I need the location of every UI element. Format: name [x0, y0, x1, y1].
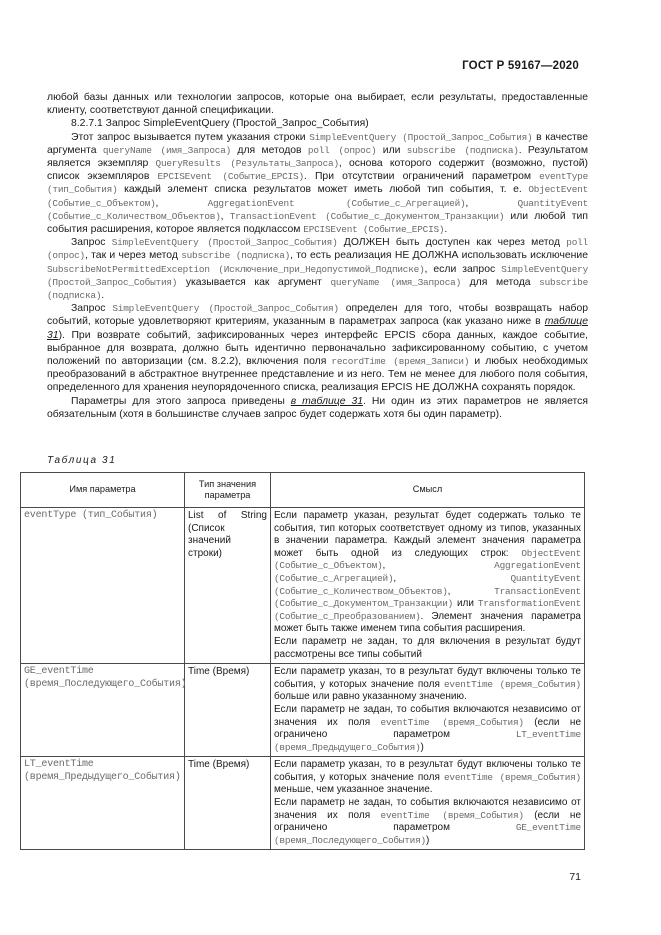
text-run: Если параметр не задан, то для включения в результат будут рассмотрены все типы событий	[274, 635, 581, 660]
code-term: poll (опрос)	[307, 144, 377, 156]
code-term: eventTime (время_События)	[380, 716, 524, 728]
text-run: определен для того, чтобы возвращать набор событий, которые удовлетворяют критериям, указанным в параметрах запроса (как указано ниже в	[47, 303, 589, 328]
text-run: , основа которого содержит (возможно, пустой) список экземпляров	[47, 158, 588, 183]
text-run: ,	[220, 210, 230, 222]
code-term: eventType (тип_События)	[47, 171, 589, 196]
table-header-row	[21, 473, 585, 508]
paragraph-continuation: любой базы данных или технологии запросов, которые она выбирает, если результаты, предоставленные клиенту, соответствуют данной спецификации.	[47, 92, 588, 117]
code-term: subscribe (подписка)	[181, 250, 291, 262]
param-type-cell: Time (Время)	[185, 757, 271, 850]
code-term: SubscribeNotPermittedException (Исключение_при_Недопустимой_Подписке)	[47, 263, 425, 275]
text-run: в качестве аргумента	[47, 131, 588, 156]
text-run: , то есть реализация НЕ ДОЛЖНА использовать исключение	[290, 250, 588, 262]
code-term: QueryResults (Результаты_Запроса)	[155, 158, 339, 170]
param-name-cell: LT_eventTime (время_Предыдущего_События)	[21, 757, 185, 850]
code-term: SimpleEventQuery (Простой_Запрос_События)	[47, 263, 589, 288]
text-run: . При отсутствии ограничений параметром	[303, 171, 540, 183]
text-run: каждый элемент списка результатов может иметь любой тип события, т. е.	[117, 184, 529, 196]
param-name-cell: GE_eventTime (время_Последующего_События)	[21, 664, 185, 757]
code-term: QuantityEvent (Событие_с_Количеством_Объектов)	[274, 572, 581, 597]
table-reference-link: в таблице 31	[290, 395, 364, 407]
text-run: .	[444, 224, 448, 236]
header-meaning: Смысл	[271, 473, 585, 508]
text-run: , если запрос	[424, 263, 502, 275]
body-text	[47, 91, 588, 421]
param-meaning-cell	[271, 664, 585, 757]
code-term: ObjectEvent (Событие_с_Объектом)	[274, 547, 581, 572]
code-term: SimpleEventQuery (Простой_Запрос_События)	[309, 131, 533, 143]
table-caption: Таблица 31	[47, 455, 117, 466]
code-term: TransformationEvent (Событие_с_Преобразованием)	[274, 598, 581, 622]
text-run: Если параметр не задан, то события включаются независимо от значения их поля	[274, 797, 581, 821]
text-run: Этот запрос вызывается путем указания строки	[71, 131, 310, 143]
header-parameter-name: Имя параметра	[21, 473, 185, 508]
text-run: . Ни один из этих параметров не является обязательным (хотя в большинстве случаев запрос будет содержать хотя бы один параметр).	[47, 395, 588, 420]
page-number: 71	[569, 871, 581, 883]
text-run: Если параметр указан, то в результат будут включены только те события, у которых значение поля	[274, 666, 581, 690]
code-term: poll (опрос)	[47, 237, 588, 262]
code-term: LT_eventTime (время_Предыдущего_События)	[274, 729, 581, 753]
section-heading: 8.2.7.1 Запрос SimpleEventQuery (Простой_Запрос_События)	[71, 118, 369, 130]
text-run: . Результатом является экземпляр	[47, 144, 588, 170]
text-run: и любых необходимых преобразований в абстрактное внутреннее представление и из него. Тем не менее для любого поля события, определенного для хранения неупорядоченного списка, реализация EPCIS НЕ ДОЛЖНА сохранять порядок.	[47, 356, 588, 394]
paragraph-query-invocation	[47, 131, 588, 237]
text-run: (если не ограничено параметром	[274, 809, 582, 834]
code-term: subscribe (подписка)	[406, 144, 519, 156]
code-term: eventTime (время_События)	[444, 771, 581, 783]
code-term: subscribe (подписка)	[47, 276, 589, 302]
text-run: или любой тип события расширения, которое является подклассом	[47, 210, 588, 236]
param-meaning-cell	[271, 757, 585, 850]
code-term: SimpleEventQuery (Простой_Запрос_События)	[112, 303, 339, 315]
code-term: AggregationEvent (Событие_с_Агрегацией)	[274, 560, 581, 584]
text-run: Если параметр указан, то в результат будут включены только те события, у которых значение поля	[274, 759, 581, 783]
code-term: recordTime (время_Записи)	[331, 356, 470, 368]
text-run: Запрос	[71, 303, 113, 315]
param-name-cell: eventType (тип_События)	[21, 508, 185, 664]
table-row	[21, 757, 585, 850]
text-run: ,	[382, 560, 495, 572]
table-reference-link: таблице 31	[47, 316, 588, 341]
text-run: указывается как аргумент	[177, 276, 331, 288]
paragraph-query-definition	[47, 302, 588, 394]
paragraph-parameters	[47, 395, 588, 421]
code-term: EPCISEvent (Событие_EPCIS)	[157, 171, 304, 183]
param-type-cell: List of String (Список значений строки)	[185, 508, 271, 664]
param-type-cell: Time (Время)	[185, 664, 271, 757]
text-run: ). При возврате событий, зафиксированных через интерфейс EPCIS сбора данных, каждое событие, выбранное для возврата, должно быть идентично первоначально зафиксированному событию, с учетом положений по авторизации (см. 8.2.2), включения поля	[47, 329, 588, 368]
text-run: )	[420, 741, 424, 753]
code-term: TransactionEvent (Событие_с_Документом_Транзакции)	[274, 585, 581, 610]
text-run: .	[101, 290, 105, 302]
text-run: или	[453, 598, 478, 610]
text-run: для метода	[461, 276, 540, 288]
text-run: ,	[155, 197, 208, 209]
code-term: TransactionEvent (Событие_с_Документом_Транзакции)	[229, 210, 505, 222]
text-run: )	[425, 834, 430, 846]
text-run: , так и через метод	[84, 250, 182, 262]
paragraph-poll-subscribe	[47, 236, 588, 302]
text-run: ,	[393, 572, 511, 584]
text-run: меньше, чем указанное значение.	[274, 784, 433, 796]
text-run: . Элемент значения параметра может быть также именем типа события расширения.	[274, 610, 581, 635]
text-run: ,	[465, 197, 518, 209]
code-term: queryName (имя_Запроса)	[330, 276, 462, 288]
text-run: для методов	[231, 144, 308, 156]
text-run: Если параметр указан, результат будет содержать только те события, тип которых соответствует одному из типов, указанных в значении параметра. Каждый элемент значения параметра может быть одной из следующих строк:	[274, 510, 581, 559]
text-run: ДОЛЖЕН быть доступен как через метод	[337, 237, 567, 249]
param-meaning-cell	[271, 508, 585, 664]
code-term: eventTime (время_События)	[380, 809, 524, 821]
text-run: Запрос	[71, 237, 112, 249]
code-term: AggregationEvent (Событие_с_Агрегацией)	[207, 197, 466, 209]
code-term: QuantityEvent (Событие_с_Количеством_Объектов)	[47, 197, 588, 222]
code-term: queryName (имя_Запроса)	[102, 144, 232, 156]
text-run: Если параметр не задан, то события включаются независимо от значения их поля	[274, 703, 581, 728]
code-term: SimpleEventQuery (Простой_Запрос_События)	[111, 237, 338, 249]
text-run: Параметры для этого запроса приведены	[71, 395, 291, 407]
text-run: ,	[447, 585, 495, 597]
parameters-table	[20, 472, 585, 850]
header-parameter-type: Тип значения параметра	[185, 473, 271, 508]
code-term: GE_eventTime (время_Последующего_События)	[274, 822, 581, 846]
standard-number: ГОСТ Р 59167—2020	[462, 60, 579, 72]
text-run: больше или равно указанному значению.	[274, 691, 467, 703]
code-term: ObjectEvent (Событие_с_Объектом)	[47, 184, 588, 209]
text-run: (если не ограничено параметром	[274, 716, 582, 741]
table-row	[21, 664, 585, 757]
code-term: EPCISEvent (Событие_EPCIS)	[303, 224, 445, 236]
code-term: eventTime (время_События)	[444, 678, 581, 690]
text-run: или	[376, 144, 407, 156]
table-row	[21, 508, 585, 664]
